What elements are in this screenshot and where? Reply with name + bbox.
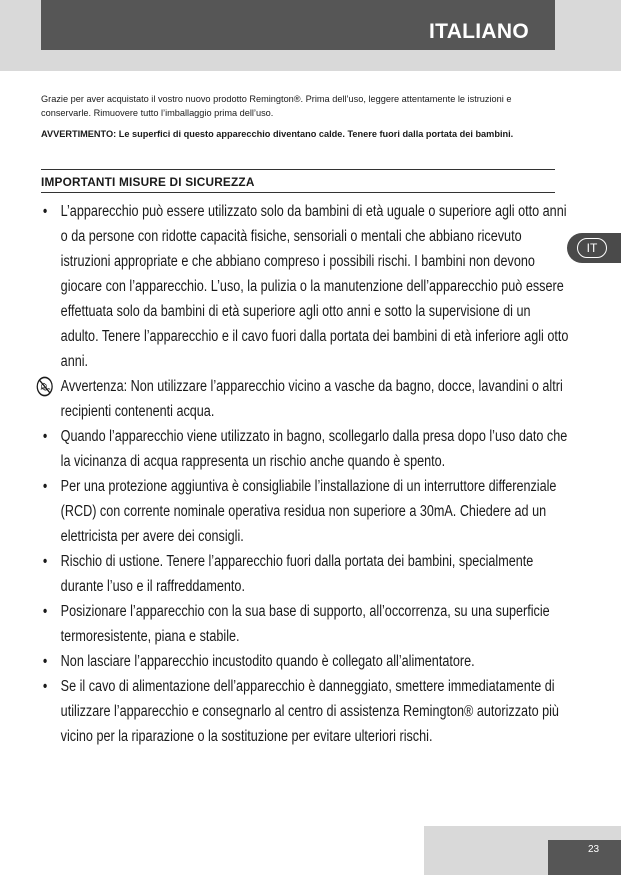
bullet-dot: • <box>42 428 48 445</box>
list-item <box>41 649 571 674</box>
list-item-text: Rischio di ustione. Tenere l’apparecchio fuori dalla portata dei bambini, specialmente durante l’uso e il raffreddamento. <box>60 553 534 595</box>
bullet-dot: • <box>42 678 48 695</box>
no-water-icon <box>36 376 53 397</box>
list-item <box>41 674 571 749</box>
language-title: ITALIANO <box>429 20 529 43</box>
section-heading <box>41 169 555 193</box>
list-item-text: Non lasciare l’apparecchio incustodito quando è collegato all’alimentatore. <box>60 653 475 670</box>
safety-list <box>41 199 569 749</box>
bullet-dot: • <box>42 603 48 620</box>
list-item <box>41 474 571 549</box>
bullet-dot: • <box>42 203 48 220</box>
list-item-text: Se il cavo di alimentazione dell’apparecchio è danneggiato, smettere immediatamente di utilizzare l’apparecchio e consegnarlo al centro di assistenza Remington® autorizzato più vicino per la riparazione o la sostituzione per evitare ulteriori rischi. <box>60 678 559 745</box>
list-item <box>41 599 571 649</box>
language-code-badge: IT <box>577 238 607 258</box>
list-item-text: L’apparecchio può essere utilizzato solo da bambini di età uguale o superiore agli otto anni o da persone con ridotte capacità fisiche, sensoriali o mentali che abbiano ricevuto istruzioni appropriate e che abbiano compreso i possibili rischi. I bambini non devono giocare con l’apparecchio. L’uso, la pulizia o la manutenzione dell’apparecchio può essere effettuata solo da bambini di età superiore agli otto anni e sotto la supervisione di un adulto. Tenere l’apparecchio e il cavo fuori dalla portata dei bambini di età inferiore agli otto anni. <box>60 203 569 370</box>
page-number-box <box>548 840 621 875</box>
section-title: IMPORTANTI MISURE DI SICUREZZA <box>41 175 255 189</box>
list-item <box>41 424 571 474</box>
bullet-dot: • <box>42 478 48 495</box>
list-item-text: Quando l’apparecchio viene utilizzato in bagno, scollegarlo dalla presa dopo l’uso dato che la vicinanza di acqua rappresenta un rischio anche quando è spento. <box>60 428 568 470</box>
list-item <box>41 199 571 374</box>
list-item <box>41 549 571 599</box>
language-header <box>41 0 555 50</box>
list-item-text: Per una protezione aggiuntiva è consigliabile l’installazione di un interruttore differenziale (RCD) con corrente nominale operativa residua non superiore a 30mA. Chiedere ad un elettricista per avere dei consigli. <box>60 478 557 545</box>
list-item-text: Avvertenza: Non utilizzare l’apparecchio vicino a vasche da bagno, docce, lavandini o altri recipienti contenenti acqua. <box>60 378 563 420</box>
intro-text: Grazie per aver acquistato il vostro nuovo prodotto Remington®. Prima dell’uso, leggere attentamente le istruzioni e conservarle. Rimuovere tutto l’imballaggio prima dell’uso. <box>41 94 512 118</box>
bullet-dot: • <box>42 653 48 670</box>
list-item <box>41 374 571 424</box>
list-item-text: Posizionare l’apparecchio con la sua base di supporto, all’occorrenza, su una superficie termoresistente, piana e stabile. <box>60 603 550 645</box>
page-number: 23 <box>587 844 600 855</box>
bullet-dot: • <box>42 553 48 570</box>
language-tab[interactable] <box>567 233 621 263</box>
warning-text: AVVERTIMENTO: Le superfici di questo apparecchio diventano calde. Tenere fuori dalla portata dei bambini. <box>41 129 514 139</box>
